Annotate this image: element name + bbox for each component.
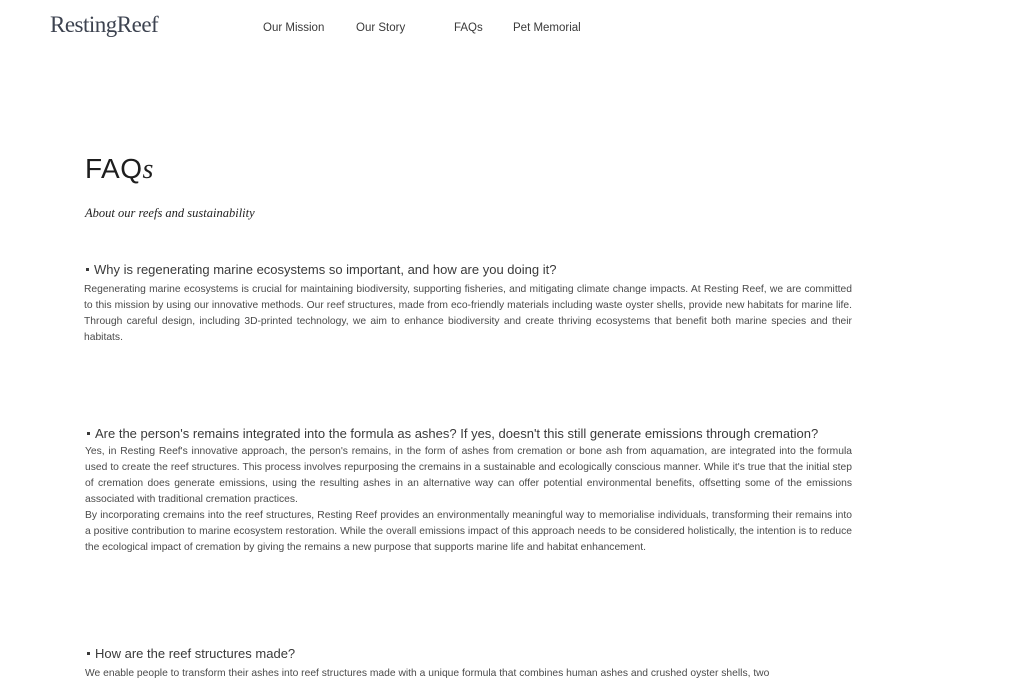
faq-question-text: Why is regenerating marine ecosystems so important, and how are you doing it? [94, 262, 557, 277]
faq-answer [84, 282, 852, 346]
nav-our-story[interactable]: Our Story [356, 22, 406, 34]
faq-answer-paragraph: We enable people to transform their ashes into reef structures made with a unique formula that combines human ashes and crushed oyster shells, two [85, 668, 770, 679]
nav-pet-memorial[interactable]: Pet Memorial [513, 22, 581, 34]
faq-answer-paragraph: Yes, in Resting Reef's innovative approach, the person's remains, in the form of ashes from cremation or bone ash from aquamation, are integrated into the formula used to create the reef structures. This process involves repurposing the cremains in a sustainable and ecologically conscious manner. While it's true that the initial step of cremation does generate emissions, using the resulting ashes in an alternative way can offer potential environmental benefits, offsetting some of the emissions associated with traditional cremation practices. [85, 446, 852, 505]
faq-item [85, 646, 852, 682]
faq-question[interactable] [84, 262, 852, 277]
faq-item [84, 262, 852, 346]
faq-answer [85, 444, 852, 556]
nav-our-mission[interactable]: Our Mission [263, 22, 325, 34]
logo[interactable]: RestingReef [50, 12, 159, 37]
bullet-icon [86, 268, 89, 271]
page-title-main: FAQ [85, 153, 143, 184]
faq-question[interactable] [85, 646, 852, 661]
faq-answer [85, 666, 852, 682]
faq-question[interactable] [85, 426, 852, 441]
faq-item [85, 426, 852, 556]
faq-answer-paragraph: Regenerating marine ecosystems is crucial for maintaining biodiversity, supporting fisheries, and mitigating climate change impacts. At Resting Reef, we are committed to this mission by using our innovative methods. Our reef structures, made from eco-friendly materials including waste oyster shells, provide new habitats for marine life. Through careful design, including 3D-printed technology, we aim to enhance biodiversity and create thriving ecosystems that benefit both marine species and their habitats. [84, 284, 852, 343]
page-title-suffix: s [142, 154, 154, 185]
bullet-icon [87, 652, 90, 655]
faq-answer-paragraph: By incorporating cremains into the reef structures, Resting Reef provides an environmentally meaningful way to memorialise individuals, transforming their remains into a positive contribution to marine ecosystem restoration. While the overall emissions impact of this approach needs to be considered holistically, the intention is to reduce the ecological impact of cremation by giving the remains a new purpose that supports marine life and habitat enhancement. [85, 510, 852, 553]
bullet-icon [87, 432, 90, 435]
faq-question-text: How are the reef structures made? [95, 646, 296, 661]
page-subtitle: About our reefs and sustainability [85, 206, 255, 220]
faq-question-text: Are the person's remains integrated into the formula as ashes? If yes, doesn't this still generate emissions through cremation? [95, 426, 819, 441]
nav-faqs[interactable]: FAQs [454, 22, 483, 34]
page-title [85, 153, 154, 186]
site-header [0, 0, 1024, 58]
